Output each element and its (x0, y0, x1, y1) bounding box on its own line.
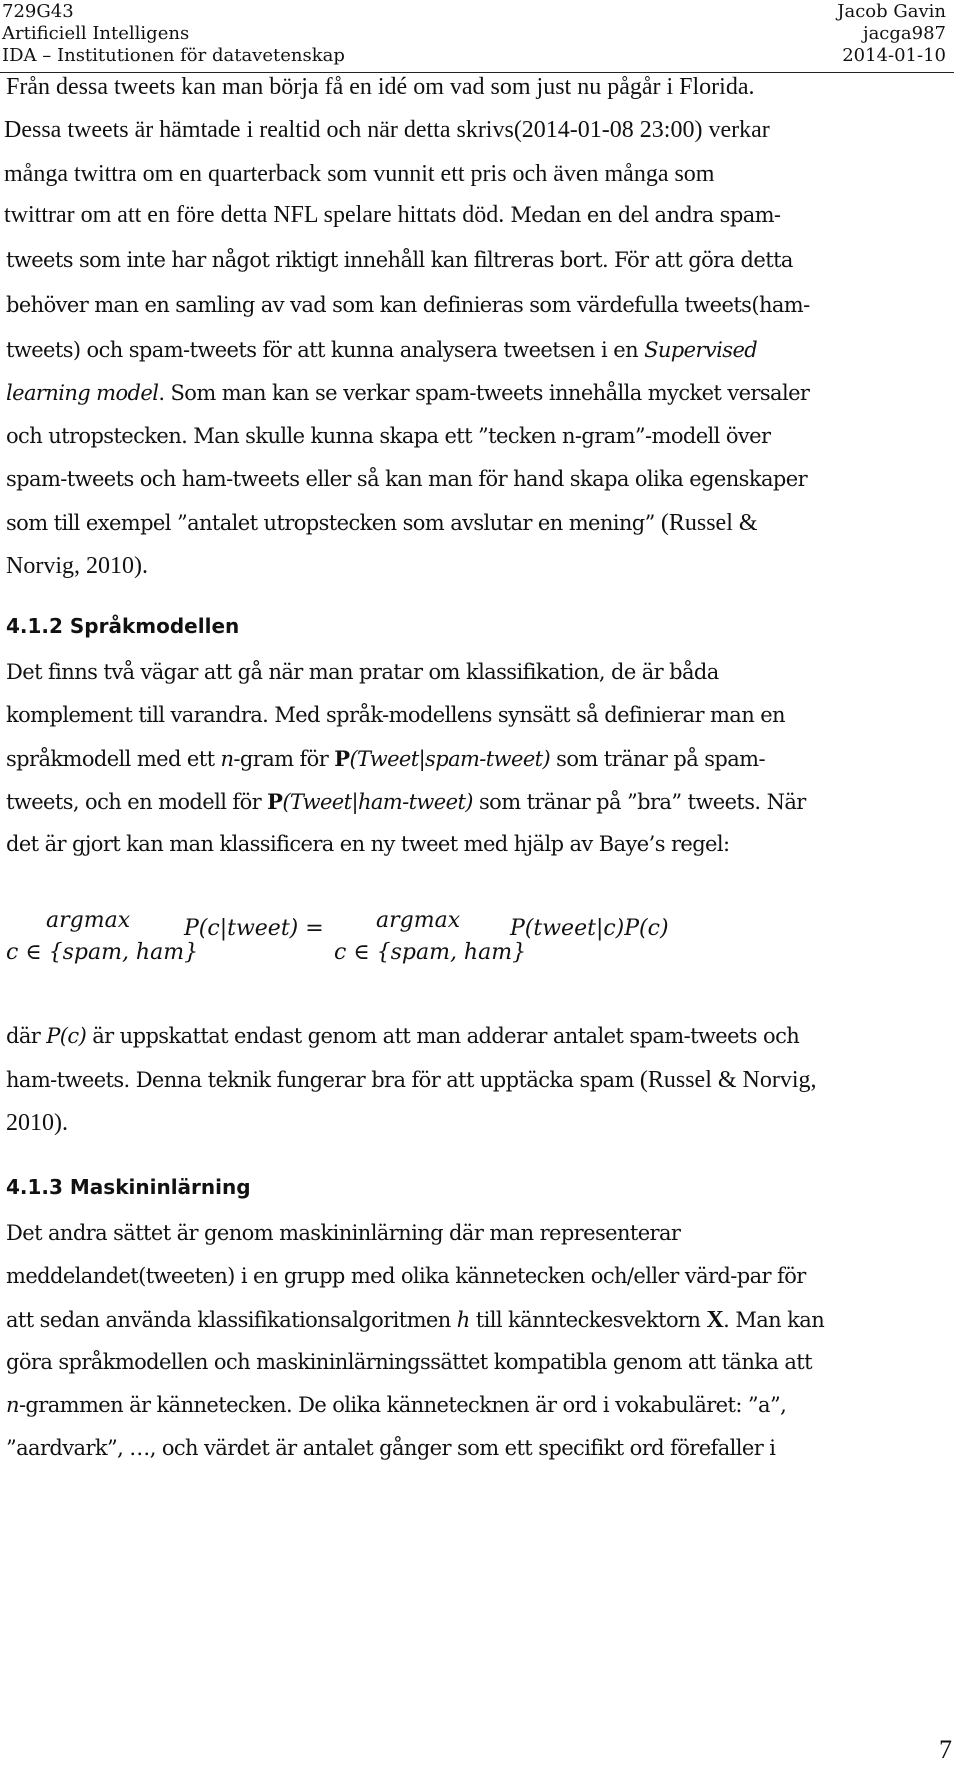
paragraph-line: Dessa tweets är hämtade i realtid och när detta skrivs(2014-01-08 23:00) verkar (4, 117, 770, 143)
paragraph-line: behöver man en samling av vad som kan definieras som värdefulla tweets(ham- (6, 293, 810, 317)
paragraph-line: tweets) och spam-tweets för att kunna analysera tweetsen i en Supervised (6, 338, 758, 362)
paragraph-line: meddelandet(tweeten) i en grupp med olika kännetecken och/eller värd-par för (6, 1264, 806, 1288)
paragraph-line: att sedan använda klassifikationsalgoritmen h till kännteckesvektorn X. Man kan (6, 1307, 825, 1333)
section-heading: 4.1.3 Maskininlärning (6, 1175, 251, 1199)
paragraph-line: 2010). (6, 1110, 68, 1136)
paragraph-line: twittrar om att en före detta NFL spelare hittats död. Medan en del andra spam- (4, 202, 781, 228)
header-rule (0, 72, 954, 73)
paragraph-line: learning model. Som man kan se verkar spam-tweets innehålla mycket versaler (6, 381, 810, 405)
document-header-left (2, 1, 345, 67)
paragraph-line: där P(c) är uppskattat endast genom att man adderar antalet spam-tweets och (6, 1024, 800, 1048)
paragraph-line: ”aardvark”, …, och värdet är antalet gånger som ett specifikt ord förefaller i (6, 1436, 776, 1460)
paragraph-line: som till exempel ”antalet utropstecken som avslutar en mening” (Russel & (6, 510, 758, 536)
document-header-right (837, 1, 946, 67)
paragraph-line: språkmodell med ett n-gram för P(Tweet|spam-tweet) som tränar på spam- (6, 746, 765, 771)
paragraph-line: göra språkmodellen och maskininlärningssättet kompatibla genom att tänka att (6, 1350, 812, 1374)
document-date: 2014-01-10 (842, 45, 946, 66)
paragraph-line: spam-tweets och ham-tweets eller så kan man för hand skapa olika egenskaper (6, 467, 808, 491)
paragraph-line: n-grammen är kännetecken. De olika kännetecknen är ord i vokabuläret: ”a”, (6, 1393, 787, 1417)
paragraph-line: tweets som inte har något riktigt innehåll kan filtreras bort. För att göra detta (6, 248, 793, 272)
paragraph-line: ham-tweets. Denna teknik fungerar bra för att upptäcka spam (Russel & Norvig, (6, 1067, 817, 1093)
author-id: jacga987 (862, 23, 946, 44)
argmax-subscript: c ∈ {spam, ham} (334, 940, 527, 965)
argmax-label: argmax (376, 908, 461, 933)
paragraph-line: och utropstecken. Man skulle kunna skapa ett ”tecken n-gram”-modell över (6, 424, 771, 448)
formula-lhs: P(c|tweet) = (184, 916, 324, 941)
paragraph-line: Norvig, 2010). (6, 553, 148, 579)
author-name: Jacob Gavin (837, 1, 946, 22)
paragraph-line: många twittra om en quarterback som vunnit ett pris och även många som (4, 161, 715, 187)
argmax-subscript: c ∈ {spam, ham} (6, 940, 199, 965)
argmax-label: argmax (46, 908, 131, 933)
paragraph-line: Det finns två vägar att gå när man pratar om klassifikation, de är båda (6, 660, 719, 684)
course-code: 729G43 (2, 1, 74, 22)
department: IDA – Institutionen för datavetenskap (2, 45, 345, 66)
paragraph-line: Det andra sättet är genom maskininlärning där man representerar (6, 1221, 681, 1245)
formula-rhs: P(tweet|c)P(c) (510, 916, 669, 941)
section-heading: 4.1.2 Språkmodellen (6, 614, 240, 638)
page-number: 7 (939, 1735, 952, 1764)
paragraph-line: komplement till varandra. Med språk-modellens synsätt så definierar man en (6, 703, 785, 727)
course-name: Artificiell Intelligens (2, 23, 190, 44)
paragraph-line: det är gjort kan man klassificera en ny tweet med hjälp av Baye’s regel: (6, 832, 730, 856)
paragraph-line: Från dessa tweets kan man börja få en idé om vad som just nu pågår i Florida. (6, 74, 755, 100)
paragraph-line: tweets, och en modell för P(Tweet|ham-tweet) som tränar på ”bra” tweets. När (6, 789, 806, 814)
